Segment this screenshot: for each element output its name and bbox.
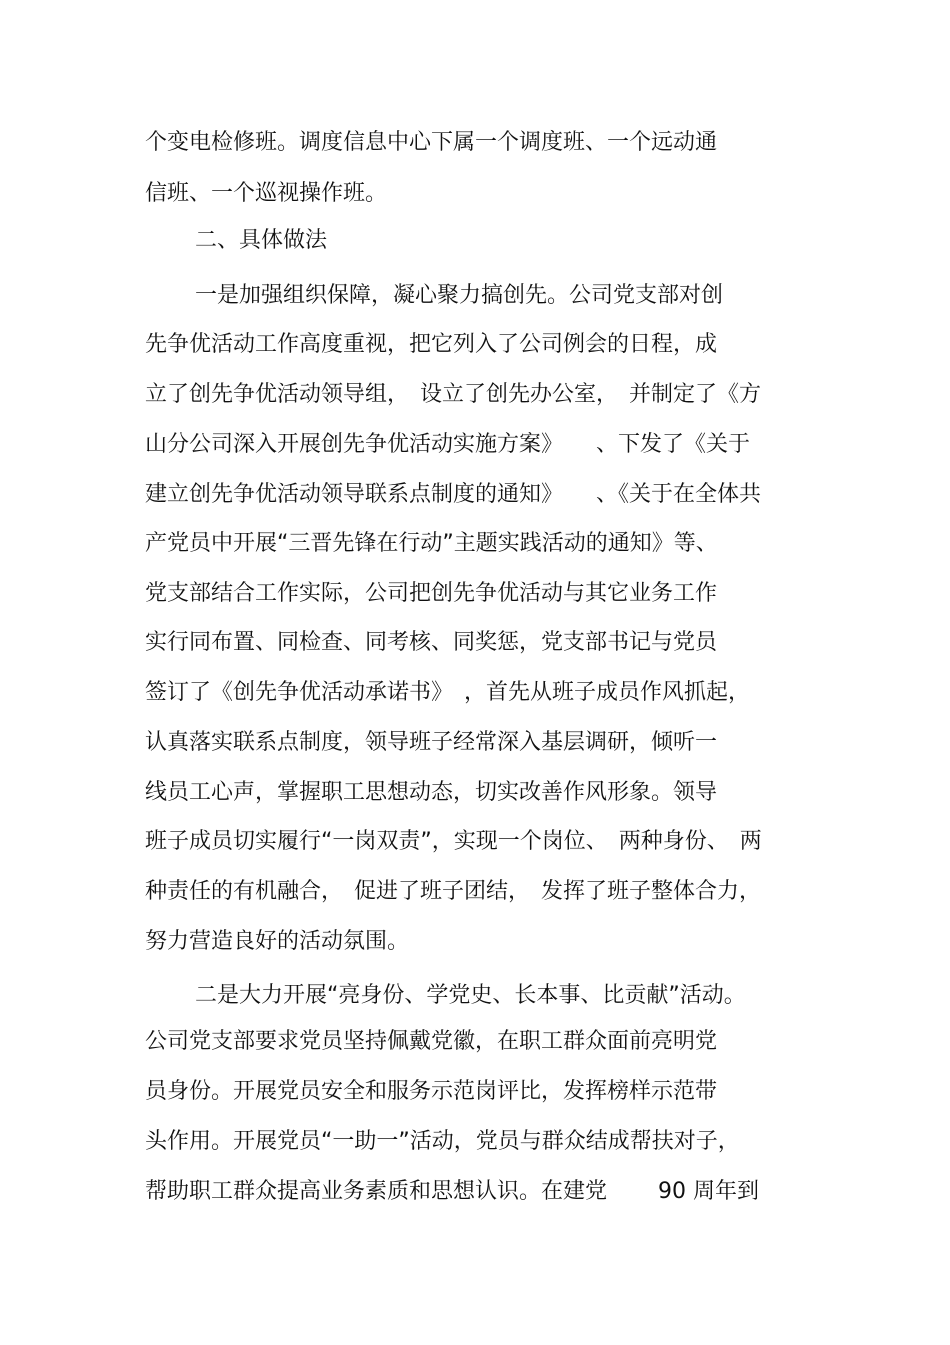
text-line: 信班、一个巡视操作班。 xyxy=(145,181,388,206)
text-line: 线员工心声，掌握职工思想动态，切实改善作风形象。领导 xyxy=(145,780,718,805)
section-heading: 二、具体做法 xyxy=(195,228,328,253)
text-line: 实行同布置、同检查、同考核、同奖惩，党支部书记与党员 xyxy=(145,630,718,655)
text-line: 员身份。开展党员安全和服务示范岗评比，发挥榜样示范带 xyxy=(145,1079,718,1104)
text-line: 先争优活动工作高度重视，把它列入了公司例会的日程，成 xyxy=(145,332,718,357)
text-line: 头作用。开展党员“一助一”活动，党员与群众结成帮扶对子， xyxy=(145,1129,740,1154)
text-line: 一是加强组织保障，凝心聚力搞创先。公司党支部对创 xyxy=(195,283,724,308)
text-line: 党支部结合工作实际，公司把创先争优活动与其它业务工作 xyxy=(145,581,718,606)
text-line: 努力营造良好的活动氛围。 xyxy=(145,929,410,954)
text-line: 帮助职工群众提高业务素质和思想认识。在建党 90 周年到 xyxy=(145,1179,759,1204)
text-line: 产党员中开展“三晋先锋在行动”主题实践活动的通知》等、 xyxy=(145,531,718,556)
text-line: 个变电检修班。调度信息中心下属一个调度班、一个远动通 xyxy=(145,130,718,155)
text-line: 二是大力开展“亮身份、学党史、长本事、比贡献”活动。 xyxy=(195,983,746,1008)
text-line: 签订了《创先争优活动承诺书》 ，首先从班子成员作风抓起， xyxy=(145,680,751,705)
text-line: 建立创先争优活动领导联系点制度的通知》 、《关于在全体共 xyxy=(145,482,762,507)
text-line: 认真落实联系点制度，领导班子经常深入基层调研，倾听一 xyxy=(145,730,718,755)
text-line: 立了创先争优活动领导组， 设立了创先办公室， 并制定了《方 xyxy=(145,382,762,407)
text-line: 种责任的有机融合， 促进了班子团结， 发挥了班子整体合力， xyxy=(145,879,762,904)
text-line: 公司党支部要求党员坚持佩戴党徽，在职工群众面前亮明党 xyxy=(145,1029,718,1054)
text-line: 班子成员切实履行“一岗双责”，实现一个岗位、 两种身份、 两 xyxy=(145,829,762,854)
text-line: 山分公司深入开展创先争优活动实施方案》 、下发了《关于 xyxy=(145,432,751,457)
